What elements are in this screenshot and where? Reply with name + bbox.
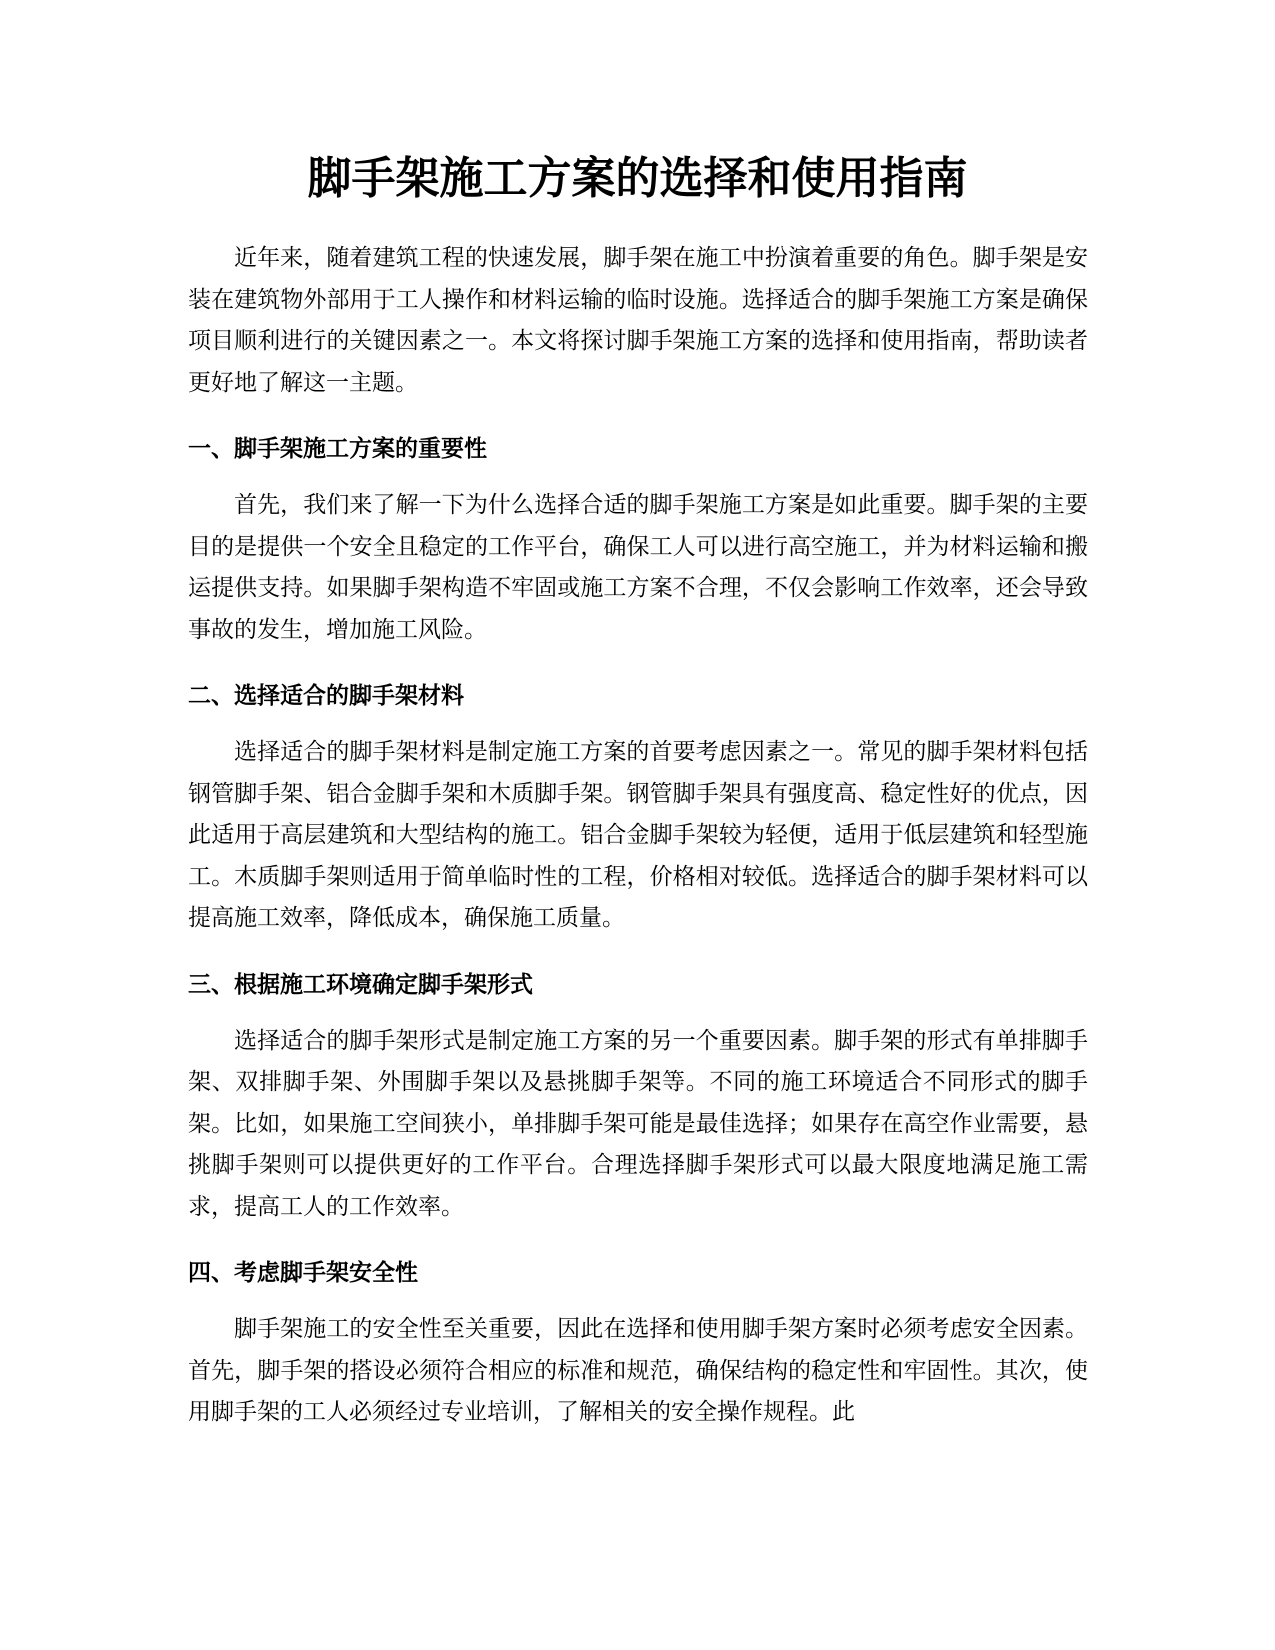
document-title: 脚手架施工方案的选择和使用指南: [307, 153, 968, 204]
section-paragraph-2: 选择适合的脚手架材料是制定施工方案的首要考虑因素之一。常见的脚手架材料包括钢管脚手架、铝合金脚手架和木质脚手架。钢管脚手架具有强度高、稳定性好的优点，因此适用于高层建筑和大型结构的施工。铝合金脚手架较为轻便，适用于低层建筑和轻型施工。木质脚手架则适用于简单临时性的工程，价格相对较低。选择适合的脚手架材料可以提高施工效率，降低成本，确保施工质量。: [188, 739, 1088, 931]
section-heading-2: 二、选择适合的脚手架材料: [188, 683, 464, 709]
intro-paragraph: 近年来，随着建筑工程的快速发展，脚手架在施工中扮演着重要的角色。脚手架是安装在建筑物外部用于工人操作和材料运输的临时设施。选择适合的脚手架施工方案是确保项目顺利进行的关键因素之一。本文将探讨脚手架施工方案的选择和使用指南，帮助读者更好地了解这一主题。: [188, 245, 1088, 396]
section-paragraph-4: 脚手架施工的安全性至关重要，因此在选择和使用脚手架方案时必须考虑安全因素。首先，脚手架的搭设必须符合相应的标准和规范，确保结构的稳定性和牢固性。其次，使用脚手架的工人必须经过专业培训，了解相关的安全操作规程。此: [188, 1316, 1088, 1425]
document-body: [188, 238, 1088, 1434]
section-heading-4: 四、考虑脚手架安全性: [188, 1260, 418, 1286]
section-heading-1: 一、脚手架施工方案的重要性: [188, 436, 487, 462]
section-heading-3: 三、根据施工环境确定脚手架形式: [188, 971, 533, 998]
section-paragraph-1: 首先，我们来了解一下为什么选择合适的脚手架施工方案是如此重要。脚手架的主要目的是提供一个安全且稳定的工作平台，确保工人可以进行高空施工，并为材料运输和搬运提供支持。如果脚手架构造不牢固或施工方案不合理，不仅会影响工作效率，还会导致事故的发生，增加施工风险。: [188, 492, 1088, 643]
section-paragraph-3: 选择适合的脚手架形式是制定施工方案的另一个重要因素。脚手架的形式有单排脚手架、双排脚手架、外围脚手架以及悬挑脚手架等。不同的施工环境适合不同形式的脚手架。比如，如果施工空间狭小，单排脚手架可能是最佳选择；如果存在高空作业需要，悬挑脚手架则可以提供更好的工作平台。合理选择脚手架形式可以最大限度地满足施工需求，提高工人的工作效率。: [188, 1027, 1088, 1220]
